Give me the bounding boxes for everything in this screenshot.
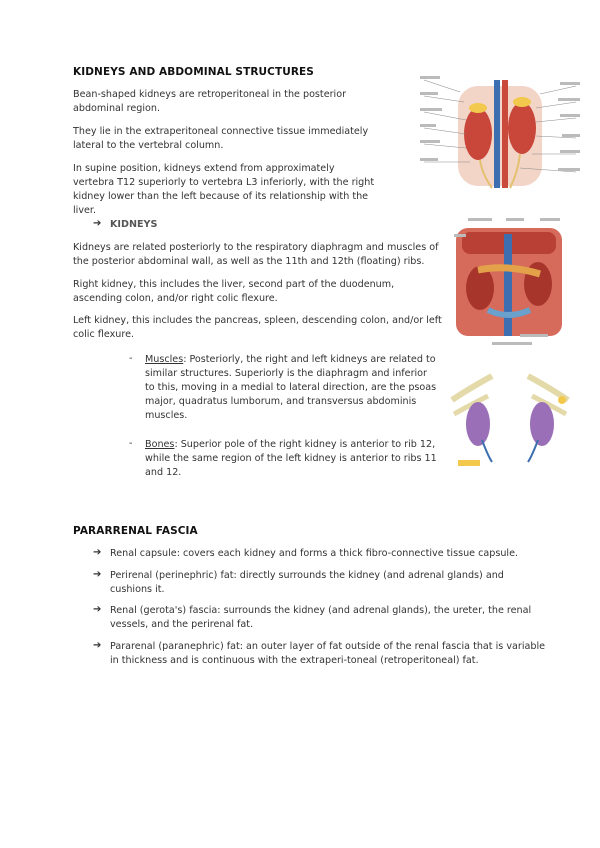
fascia-item-3-arrow-icon: ➔ (93, 604, 102, 615)
fascia-item-renal-capsule: Renal capsule: covers each kidney and forms a thick fibro-connective tissue capsule. (110, 548, 519, 559)
kidneys-subheading: KIDNEYS (110, 219, 158, 230)
bullet-dash-bones: - (129, 438, 133, 449)
bullet-muscles-text: : Posteriorly, the right and left kidneys are related to similar structures. Superiorly is the diaphragm and inferior to this, moving in a medial to lateral direction, are the psoas major, quadratus lumborum, and transversus abdominis muscles. (145, 354, 437, 421)
bullet-bones-text: : Superior pole of the right kidney is anterior to rib 12, while the same region of the left kidney is anterior to ribs 11 and 12. (145, 439, 437, 478)
kidneys-paragraph-2: Right kidney, this includes the liver, second part of the duodenum, ascending colon, and/or right colic flexure. (73, 279, 395, 304)
fascia-item-1-arrow-icon: ➔ (93, 547, 102, 558)
fascia-item-renal-fascia: Renal (gerota's) fascia: surrounds the kidney (and adrenal glands), the ureter, the renal vessels, and the perirenal fat. (110, 605, 532, 630)
bullet-dash-muscles: - (129, 353, 133, 364)
intro-paragraph-1: Bean-shaped kidneys are retroperitoneal in the posterior abdominal region. (73, 89, 347, 114)
bullet-bones-term: Bones (145, 439, 175, 450)
kidneys-anterior-illustration (420, 72, 580, 194)
fascia-item-perirenal-fat: Perirenal (perinephric) fat: directly surrounds the kidney (and adrenal glands) and cushions it. (110, 570, 504, 595)
bullet-muscles (145, 353, 437, 423)
kidneys-paragraph-1: Kidneys are related posteriorly to the respiratory diaphragm and muscles of the posterior abdominal wall, as well as the 11th and 12th (floating) ribs. (73, 242, 439, 267)
fascia-item-4-arrow-icon: ➔ (93, 640, 102, 651)
figure-kidneys-anterior (420, 72, 580, 194)
kidneys-paragraph-3: Left kidney, this includes the pancreas, spleen, descending colon, and/or left colic flexure. (73, 315, 442, 340)
section-title-pararrenal-fascia: PARARRENAL FASCIA (73, 525, 198, 537)
kidneys-arrow-icon: ➔ (93, 218, 102, 229)
bullet-muscles-term: Muscles (145, 354, 184, 365)
intro-paragraph-3: In supine position, kidneys extend from approximately vertebra T12 superiorly to vertebra L3 inferiorly, with the right kidney lower than the left because of its relationship with the liver. (73, 163, 375, 216)
fascia-item-pararenal-fat: Pararenal (paranephric) fat: an outer layer of fat outside of the renal fascia that is variable in thickness and is continuous with the extraperi-toneal (retroperitoneal) fat. (110, 641, 546, 666)
figure-kidney-relations (448, 214, 570, 356)
section-title-kidneys-abdominal: KIDNEYS AND ABDOMINAL STRUCTURES (73, 66, 314, 78)
kidneys-ribs-illustration (448, 370, 572, 468)
figure-kidneys-ribs (448, 370, 572, 468)
kidney-relations-illustration (448, 214, 570, 356)
intro-paragraph-2: They lie in the extraperitoneal connective tissue immediately lateral to the vertebral column. (73, 126, 369, 151)
fascia-item-2-arrow-icon: ➔ (93, 569, 102, 580)
bullet-bones (145, 438, 437, 480)
